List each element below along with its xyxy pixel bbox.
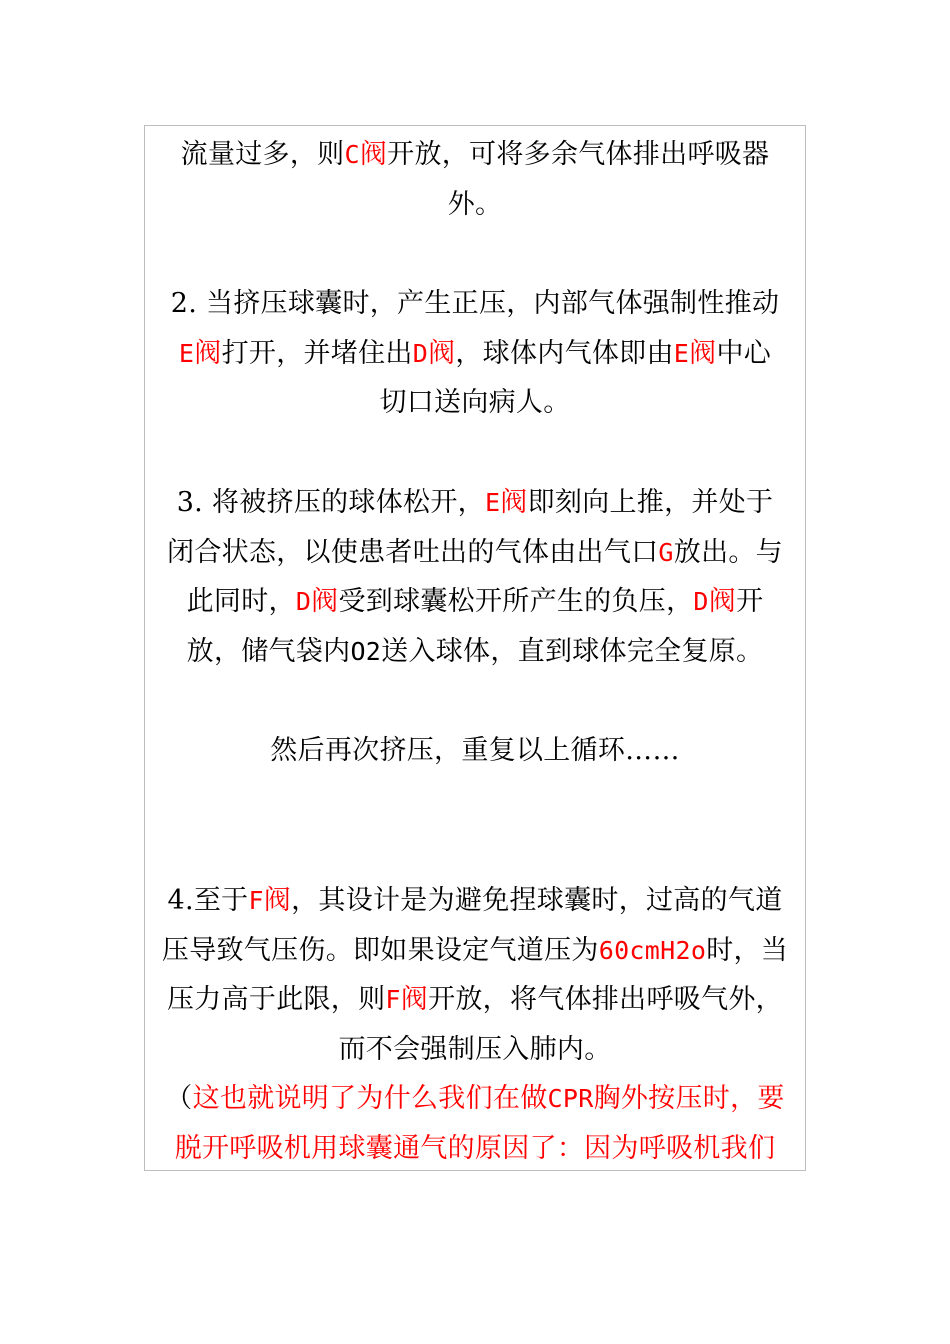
paragraph-2 bbox=[151, 279, 799, 428]
paragraph-line: 2. 当挤压球囊时，产生正压，内部气体强制性推动 bbox=[170, 288, 780, 319]
valve-letter: E bbox=[484, 488, 501, 517]
text-run: 流量过多，则 bbox=[180, 139, 345, 170]
paragraph-5 bbox=[147, 876, 803, 1171]
text-run: 打开，并堵住出 bbox=[221, 337, 413, 369]
valve-letter: D bbox=[412, 338, 429, 368]
text-run: 放，储气袋内 bbox=[186, 635, 351, 667]
valve-word: 阀 bbox=[500, 487, 528, 518]
paragraph-3 bbox=[151, 478, 799, 676]
text-run: 受到球囊松开所产生的负压， bbox=[338, 586, 694, 617]
note-text: CPR bbox=[547, 1084, 594, 1113]
valve-word: 阀 bbox=[194, 337, 222, 369]
paragraph-line: 外。 bbox=[447, 188, 503, 220]
valve-letter: E bbox=[178, 338, 195, 368]
text-run: 此同时， bbox=[186, 586, 296, 617]
text-run: 开放，可将多余气体排出呼吸器 bbox=[387, 139, 770, 170]
valve-letter: F bbox=[248, 886, 264, 915]
text-run: 时，当 bbox=[706, 934, 789, 966]
text-run: （ bbox=[165, 1083, 193, 1114]
pressure-value: 60cmH2o bbox=[598, 935, 707, 965]
paragraph-4 bbox=[151, 726, 799, 776]
text-run: 3. 将被挤压的球体松开， bbox=[176, 487, 485, 518]
paragraph-1 bbox=[151, 130, 799, 229]
paragraph-line: 切口送向病人。 bbox=[379, 387, 571, 418]
text-run: 开 bbox=[736, 586, 764, 617]
paragraph-line: 脱开呼吸机用球囊通气的原因了：因为呼吸机我们 bbox=[174, 1132, 776, 1164]
paragraph-line bbox=[151, 130, 799, 180]
text-run: 中心 bbox=[716, 337, 772, 369]
text-run: 压力高于此限，则 bbox=[167, 984, 386, 1015]
valve-word: 阀 bbox=[311, 586, 339, 617]
valve-letter: E bbox=[673, 338, 690, 368]
text-frame bbox=[144, 125, 806, 1171]
text-run: 压导致气压伤。即如果设定气道压为 bbox=[161, 934, 599, 966]
text-run: 开放，将气体排出呼吸气外， bbox=[428, 984, 783, 1015]
valve-word: 阀 bbox=[689, 337, 717, 369]
text-run: 闭合状态，以使患者吐出的气体由出气口 bbox=[167, 536, 659, 568]
valve-word: 阀 bbox=[400, 984, 429, 1015]
valve-letter: C bbox=[344, 140, 360, 169]
text-run: 放出。与 bbox=[673, 536, 783, 568]
note-text: 胸外按压时，要 bbox=[593, 1083, 785, 1114]
valve-word: 阀 bbox=[708, 586, 737, 617]
text-run: 送入球体，直到球体完全复原。 bbox=[381, 635, 764, 667]
valve-word: 阀 bbox=[359, 139, 388, 170]
paragraph-line bbox=[151, 627, 799, 677]
valve-letter: F bbox=[385, 985, 401, 1014]
text-run: 即刻向上推，并处于 bbox=[527, 487, 774, 518]
paragraph-line bbox=[151, 528, 799, 578]
paragraph-line bbox=[147, 876, 803, 926]
paragraph-line bbox=[151, 329, 799, 379]
paragraph-line: 而不会强制压入肺内。 bbox=[338, 1033, 612, 1065]
paragraph-line bbox=[147, 975, 803, 1025]
text-run: ，球体内气体即由 bbox=[455, 337, 674, 369]
paragraph-line bbox=[151, 478, 799, 528]
valve-letter: D bbox=[295, 587, 312, 616]
text-run: ，其设计是为避免捏球囊时，过高的气道 bbox=[291, 885, 783, 916]
valve-word: 阀 bbox=[428, 337, 456, 369]
text-run: 4.至于 bbox=[167, 885, 249, 916]
paragraph-line: 然后再次挤压，重复以上循环…… bbox=[270, 735, 680, 766]
note-text: 这也就说明了为什么我们在做 bbox=[192, 1083, 548, 1114]
paragraph-line bbox=[147, 1074, 803, 1124]
valve-word: 阀 bbox=[263, 885, 292, 916]
outlet-letter: G bbox=[658, 537, 674, 567]
valve-letter: D bbox=[693, 587, 709, 616]
paragraph-line bbox=[151, 577, 799, 627]
paragraph-line bbox=[147, 926, 803, 976]
oxygen-label: O2 bbox=[350, 636, 382, 666]
